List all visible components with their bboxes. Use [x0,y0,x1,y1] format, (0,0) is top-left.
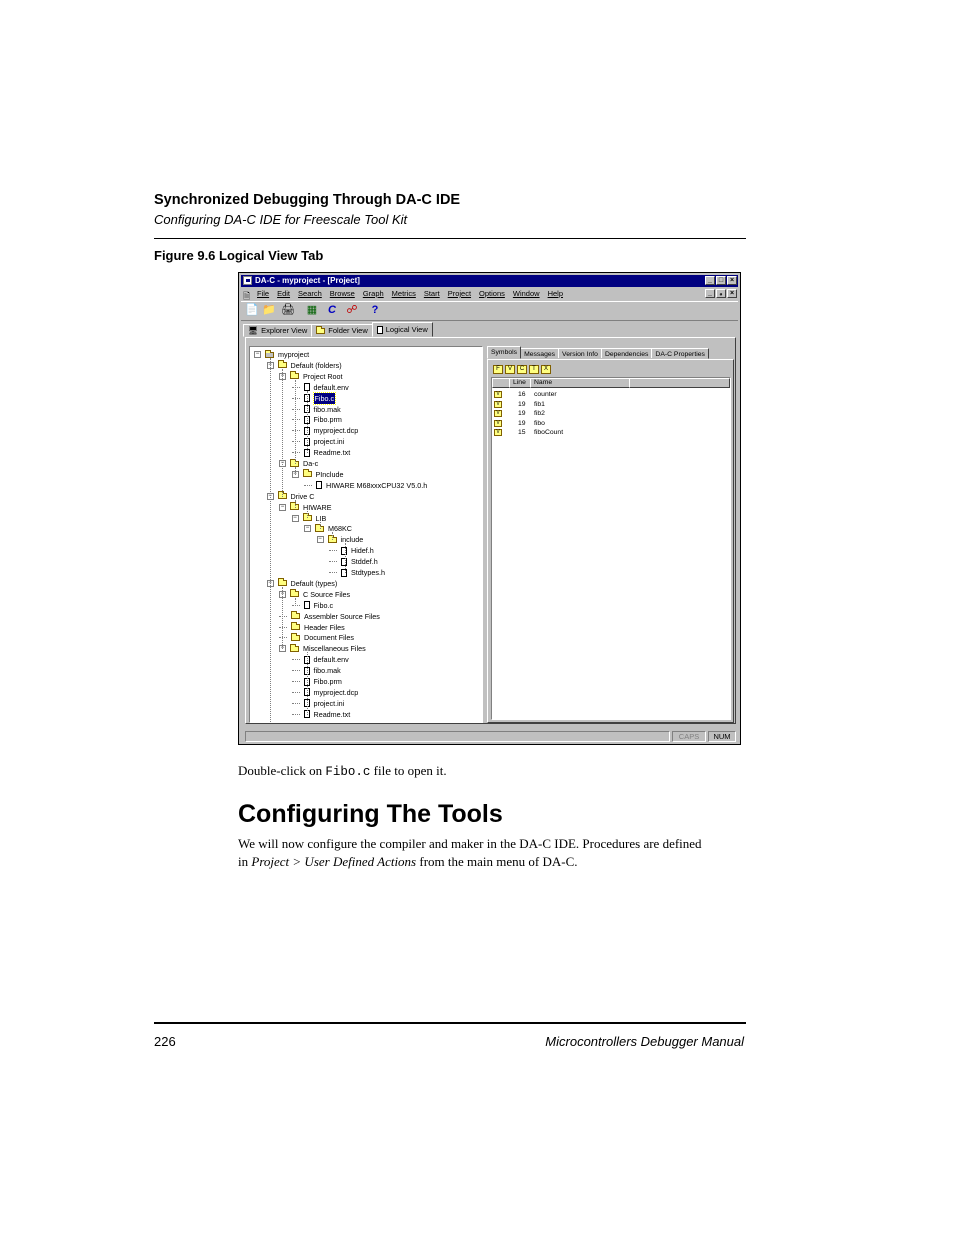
tree-connector [329,561,337,562]
list-item[interactable] [492,390,728,400]
tree-file-item[interactable] [292,687,359,698]
tree-file-item[interactable] [292,425,359,436]
new-project-icon[interactable]: 📄 [245,304,259,316]
tree-connector [295,500,296,508]
tree-item-label: PInclude [315,469,344,479]
tree-connector [292,703,300,704]
view-tabs [243,322,432,336]
tree-connector [320,522,321,530]
folder-icon [290,646,299,652]
footer-rule [154,1022,746,1024]
close-button[interactable]: × [727,276,737,285]
tree-file-item[interactable] [329,567,385,578]
collapse-toggle-icon[interactable]: − [280,460,285,466]
mdi-close-button[interactable]: × [727,289,737,298]
tree-file-item[interactable] [292,414,342,425]
collapse-toggle-icon[interactable]: − [318,536,322,543]
tree-item-label: Stddef.h [351,557,378,567]
tree-item-label: include [340,535,364,545]
menu-path: Project > User Defined Actions [251,853,417,869]
maximize-button[interactable]: □ [716,276,726,285]
tree-connector [292,659,300,660]
window-title: DA-C - myproject - [Project] [255,276,360,285]
help-icon[interactable]: ? [371,304,379,316]
symbol-list[interactable] [491,377,731,720]
menu-metrics[interactable]: Metrics [391,289,416,298]
section-heading: Configuring The Tools [238,800,503,828]
folder-icon [278,580,287,586]
tree-item-label: Hidef.h [351,546,374,556]
print-icon[interactable]: 🖨 [281,304,295,316]
tree-folder-item[interactable] [279,622,345,633]
tree-connector [292,387,300,388]
tree-item-label: myproject.dcp [313,426,359,436]
manual-title: Microcontrollers Debugger Manual [545,1034,744,1049]
folder-icon [316,328,325,334]
tree-file-item[interactable] [292,404,341,415]
tree-folder-item[interactable] [279,458,318,469]
menu-start[interactable]: Start [423,289,440,298]
tree-folder-item[interactable] [279,632,354,643]
open-icon[interactable]: 📁 [262,304,276,316]
tree-folder-item[interactable] [267,360,342,371]
tree-connector [295,380,296,464]
mdi-minimize-button[interactable]: _ [705,289,715,298]
tab-version-info[interactable]: Version Info [558,348,602,359]
tree-connector [329,550,337,551]
tree-item-label: Da-c [303,459,319,468]
tree-connector [292,398,300,399]
menu-file[interactable]: File [257,289,270,298]
column-line-header[interactable]: Line [509,378,531,388]
tree-connector [282,369,283,497]
symbol-name: fibo [534,419,545,427]
file-icon [316,481,322,489]
symbol-line: 16 [518,391,526,398]
tab-dac-properties[interactable]: DA-C Properties [651,348,708,359]
collapse-toggle-icon[interactable]: − [280,645,285,652]
symbol-name: fib1 [534,400,545,408]
tree-item-label: Drive C [290,491,315,501]
tree-folder-item[interactable] [279,611,380,622]
tab-dependencies[interactable]: Dependencies [601,348,652,359]
tree-file-item[interactable] [292,436,345,447]
collapse-toggle-icon[interactable]: − [255,351,260,357]
tree-folder-item[interactable] [292,469,344,480]
tree-folder-item[interactable] [279,371,343,382]
tree-item-label: Fibo.prm [313,677,342,686]
tree-item-label: Fibo.c [314,393,335,403]
tree-item-label: myproject.dcp [313,687,359,697]
tree-connector [279,616,287,617]
tree-item-label: default.env [313,382,349,392]
tree-item-label: M68KC [328,524,352,534]
tree-item-label: HIWARE M68xxxCPU32 V5.0.h [326,480,428,490]
symbol-line: 19 [518,400,526,408]
code-filename: Fibo.c [325,765,371,779]
collapse-toggle-icon[interactable]: − [280,503,285,510]
tree-item-label: project.ini [313,698,345,708]
variable-icon: V [494,401,502,408]
list-item[interactable] [492,400,728,410]
tree-item-label: default.env [313,655,349,665]
dac-window [238,272,741,745]
tree-connector [295,598,296,606]
symbol-line: 15 [518,429,526,436]
list-item[interactable] [492,428,728,438]
tree-file-item[interactable] [329,556,378,567]
tree-connector [292,441,300,442]
tree-connector [292,419,300,420]
tree-connector [332,532,333,540]
checklist-icon[interactable]: ▦ [306,304,318,316]
tree-item-label: fibo.mak [313,404,341,414]
tree-connector [292,692,300,693]
tree-item-label: C Source Files [303,589,351,599]
tree-item-label: Default (types) [290,578,338,588]
window-titlebar[interactable] [241,275,738,287]
document-icon[interactable]: 🗎 [243,291,251,301]
toolbar [241,301,738,321]
tree-item-label: Stdtypes.h [351,568,385,577]
filter-variables-button[interactable]: V [505,365,515,374]
tree-item-label: HIWARE [303,502,332,512]
tree-item-label: Readme.txt [313,448,351,458]
collapse-toggle-icon[interactable]: − [268,361,272,368]
symbol-name: fib2 [534,410,545,417]
list-item[interactable] [492,409,728,419]
collapse-toggle-icon[interactable]: − [280,372,285,379]
tree-item-label: project.ini [313,437,345,447]
tree-folder-item[interactable] [267,491,315,502]
compile-c-icon[interactable]: C [328,304,336,316]
tree-folder-item[interactable] [317,534,364,545]
symbol-line: 19 [518,410,526,417]
instruction-text: Double-click on Fibo.c file to open it. [238,763,447,779]
column-empty-header [629,378,730,388]
mdi-restore-button[interactable]: ₔ [716,289,726,298]
tree-file-item[interactable] [292,600,334,611]
folder-icon [291,624,300,630]
tree-connector [295,467,296,475]
menu-graph[interactable]: Graph [362,289,384,298]
menu-options[interactable]: Options [479,289,505,298]
tree-connector [292,452,300,453]
tree-connector [292,605,300,606]
tree-connector [279,637,287,638]
tree-file-item[interactable] [292,665,341,676]
app-icon [243,276,252,285]
file-icon [304,601,310,609]
figure-caption: Figure 9.6 Logical View Tab [154,248,324,263]
collapse-toggle-icon[interactable]: − [293,470,297,477]
folder-icon [265,352,274,358]
computer-icon: 🖥 [248,326,259,335]
caps-indicator: CAPS [672,731,706,742]
tab-symbols[interactable]: Symbols [487,346,521,359]
file-icon [377,326,383,334]
project-tree[interactable] [249,346,483,723]
tab-messages[interactable]: Messages [520,348,559,359]
tree-connector [345,543,346,573]
page-number: 226 [154,1034,176,1049]
running-header-title: Synchronized Debugging Through DA-C IDE [154,192,461,208]
menubar [241,288,738,300]
variable-icon: V [494,391,502,398]
section-paragraph: We will now configure the compiler and maker in the DA-C IDE. Procedures are defined in Project > User Defined Actions from the main menu of DA-C. [238,836,702,869]
tree-connector [292,430,300,431]
project-panel [245,337,736,724]
variable-icon: V [494,420,502,427]
running-header-subtitle: Configuring DA-C IDE for Freescale Tool Kit [154,212,408,227]
tree-item-label: Fibo.prm [313,415,342,425]
symbol-line: 19 [518,419,526,427]
column-name-header[interactable]: Name [530,378,630,388]
tree-file-item[interactable] [329,545,374,556]
tree-connector [292,714,300,715]
symbol-name: fiboCount [534,429,564,436]
symbol-filter-bar [493,365,551,374]
tree-item-label: Readme.txt [313,709,351,719]
tree-connector [329,572,337,573]
tree-item-label: fibo.mak [313,666,341,676]
num-indicator: NUM [708,731,736,742]
folder-icon [291,635,300,641]
folder-icon [291,613,300,619]
collapse-toggle-icon[interactable]: − [268,492,272,499]
minimize-button[interactable]: _ [705,276,715,285]
tree-connector [304,485,312,486]
tab-explorer-view[interactable]: 🖥 Explorer View [243,324,312,337]
tree-connector [292,670,300,671]
tree-item-label: Fibo.c [313,600,334,610]
symbols-pane [487,346,734,723]
tree-file-item[interactable] [292,393,336,404]
tree-folder-item[interactable] [304,523,352,534]
tab-logical-view[interactable]: Logical View [372,322,433,337]
rainbow-icon[interactable]: ☍ [346,304,358,316]
tree-folder-item[interactable] [267,578,338,589]
collapse-toggle-icon[interactable]: − [293,514,297,521]
menu-edit[interactable]: Edit [277,289,291,298]
symbols-tab-body [487,359,734,723]
tree-item-label: Header Files [304,622,345,632]
tree-file-item[interactable] [292,654,349,665]
filter-functions-button[interactable]: F [493,365,503,374]
tree-file-item[interactable] [304,480,427,491]
variable-icon: V [494,410,502,417]
menu-help[interactable]: Help [547,289,564,298]
filter-constants-button[interactable]: C [517,365,527,374]
folder-icon [303,471,312,477]
menu-search[interactable]: Search [298,289,322,298]
status-message [245,731,670,742]
tree-connector [282,587,283,649]
tree-folder-item[interactable] [254,349,309,360]
tree-folder-item[interactable] [279,589,350,600]
status-bar [245,730,736,743]
info-tabs [487,346,708,359]
tree-file-item[interactable] [292,709,351,720]
tree-connector [279,627,287,628]
tree-folder-item[interactable] [279,643,366,654]
tree-item-label: Assembler Source Files [304,611,380,621]
folder-icon [278,362,287,368]
collapse-toggle-icon[interactable]: − [305,525,310,532]
tree-connector [292,409,300,410]
tree-item-label: Document Files [304,633,354,643]
column-icon-header[interactable] [492,378,510,388]
menu-project[interactable]: Project [447,289,472,298]
menu-browse[interactable]: Browse [329,289,355,298]
list-item[interactable] [492,419,728,429]
tree-file-item[interactable] [292,698,345,709]
tab-folder-view[interactable]: Folder View [311,324,372,337]
filter-other-button[interactable]: X [541,365,551,374]
tree-item-label: Default (folders) [290,360,342,370]
menu-window[interactable]: Window [512,289,540,298]
tree-file-item[interactable] [292,382,349,393]
folder-icon [290,373,299,379]
tree-connector [307,391,308,453]
variable-icon: V [494,429,502,436]
folder-icon [290,591,299,597]
tree-connector [307,652,308,714]
tree-item-label: Project Root [303,371,343,381]
filter-types-button[interactable]: T [529,365,539,374]
tree-file-item[interactable] [292,447,351,458]
header-rule [154,238,746,239]
tree-connector [307,511,308,519]
collapse-toggle-icon[interactable]: − [268,579,272,586]
tree-folder-item[interactable] [292,513,327,524]
tree-folder-item[interactable] [279,502,331,513]
collapse-toggle-icon[interactable]: − [280,590,285,597]
tree-connector [292,681,300,682]
tree-item-label: myproject [278,350,310,359]
tree-item-label: Miscellaneous Files [303,644,366,654]
tree-connector [270,358,271,723]
symbol-name: counter [534,391,557,398]
tree-item-label: LIB [315,513,327,523]
tree-file-item[interactable] [292,676,342,687]
